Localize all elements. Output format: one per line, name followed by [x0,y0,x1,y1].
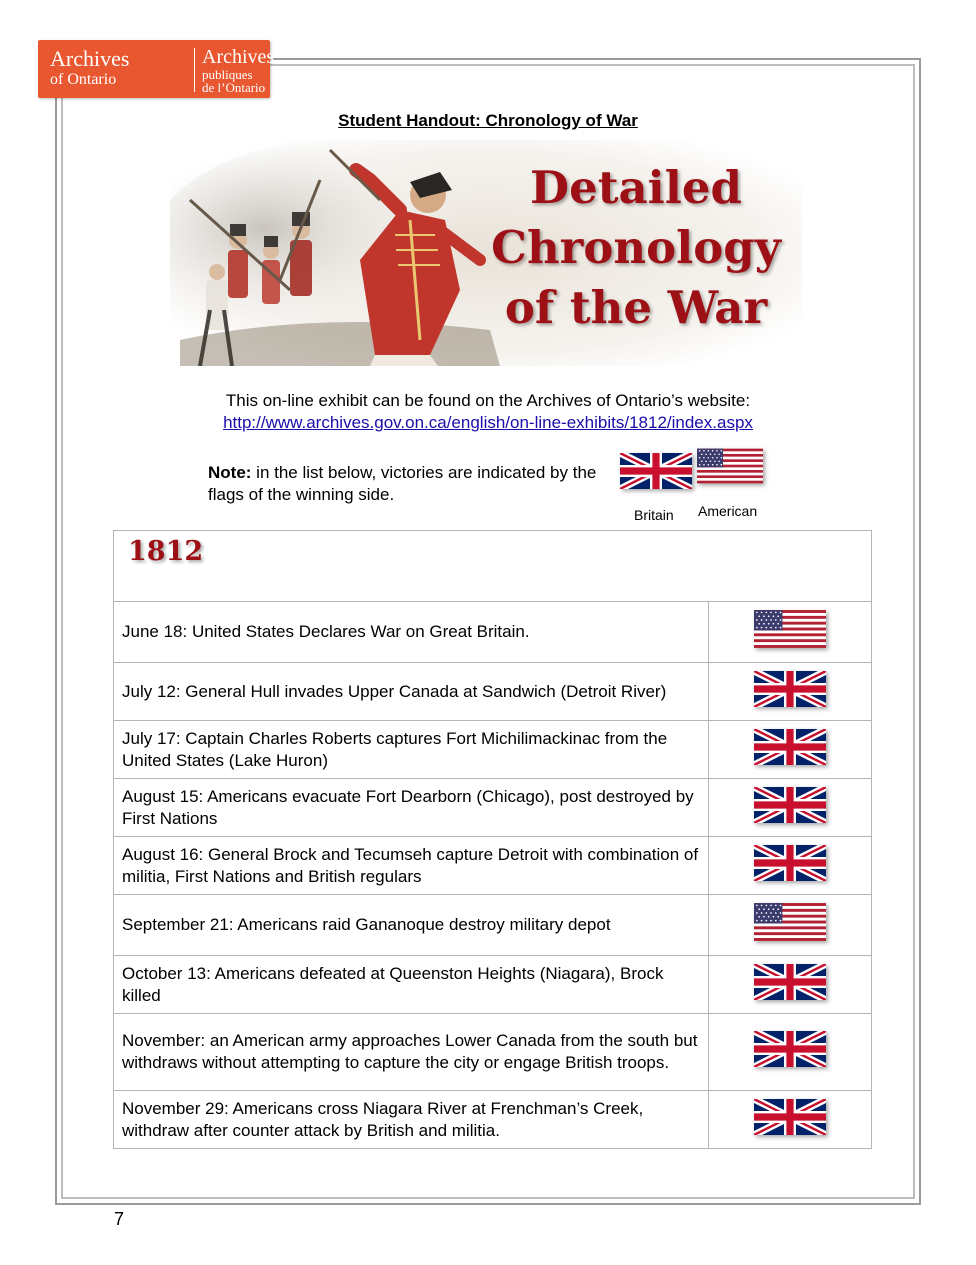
chronology-banner-image [170,140,802,366]
flag-cell [709,721,872,779]
banner-title-line3: of the War [504,281,768,334]
year-row [114,531,872,602]
legend-britain-label: Britain [634,507,674,523]
note-text [208,462,620,506]
flag-cell [709,895,872,956]
union-jack-icon [754,1099,826,1135]
union-jack-icon [754,964,826,1000]
note-body: in the list below, victories are indicated by the flags of the winning side. [208,463,597,504]
union-jack-icon [754,729,826,765]
flag-cell [709,602,872,663]
logo-fr-line3: de l’Ontario [202,80,266,95]
banner-title [470,158,802,338]
event-text: June 18: United States Declares War on Great Britain. [114,602,709,663]
event-text: November 29: Americans cross Niagara River at Frenchman’s Creek, withdraw after counter attack by British and militia. [114,1091,709,1149]
logo-divider [194,48,195,92]
note-label: Note: [208,463,252,482]
table-row [114,895,872,956]
table-row [114,1091,872,1149]
us-flag-icon [754,608,826,650]
table-row [114,663,872,721]
table-row [114,1014,872,1091]
banner-title-line1: Detailed [530,161,742,214]
union-jack-icon [754,845,826,881]
page-number: 7 [114,1209,125,1229]
logo-english [50,47,129,89]
archives-of-ontario-logo[interactable] [38,40,275,98]
event-text: November: an American army approaches Lower Canada from the south but withdraws without attempting to capture the city or engage British troops. [114,1014,709,1091]
logo-en-line1: Archives [50,46,130,71]
table-row [114,721,872,779]
union-jack-icon [754,1031,826,1067]
year-cell [114,531,872,602]
union-jack-icon [754,787,826,823]
exhibit-description: This on-line exhibit can be found on the Archives of Ontario’s website: [225,391,751,410]
year-heading: 1812 [128,536,204,567]
handout-title: Student Handout: Chronology of War [338,111,638,130]
flag-cell [709,1091,872,1149]
union-jack-icon [754,671,826,707]
logo-en-line2: of Ontario [50,71,117,88]
event-text: October 13: Americans defeated at Queenston Heights (Niagara), Brock killed [114,956,709,1014]
us-flag-icon [697,446,763,486]
table-row [114,837,872,895]
us-flag-icon [754,901,826,943]
event-text: July 12: General Hull invades Upper Canada at Sandwich (Detroit River) [114,663,709,721]
logo-fr-line2: publiques [202,67,253,82]
event-text: August 15: Americans evacuate Fort Dearborn (Chicago), post destroyed by First Nations [114,779,709,837]
table-row [114,602,872,663]
event-text: August 16: General Brock and Tecumseh capture Detroit with combination of militia, First Nations and British regulars [114,837,709,895]
table-row [114,956,872,1014]
flag-cell [709,1014,872,1091]
banner-title-line2: Chronology [491,221,781,274]
union-jack-icon [620,452,692,490]
event-text: September 21: Americans raid Gananoque destroy military depot [114,895,709,956]
logo-french [202,47,274,94]
chronology-table [113,530,872,1149]
logo-fr-line1: Archives [202,46,275,68]
flag-cell [709,779,872,837]
flag-cell [709,837,872,895]
legend-american-label: American [698,503,758,519]
flag-cell [709,956,872,1014]
table-row [114,779,872,837]
exhibit-url-link[interactable]: http://www.archives.gov.on.ca/english/on-line-exhibits/1812/index.aspx [223,413,753,432]
event-text: July 17: Captain Charles Roberts captures Fort Michilimackinac from the United States (Lake Huron) [114,721,709,779]
flag-cell [709,663,872,721]
